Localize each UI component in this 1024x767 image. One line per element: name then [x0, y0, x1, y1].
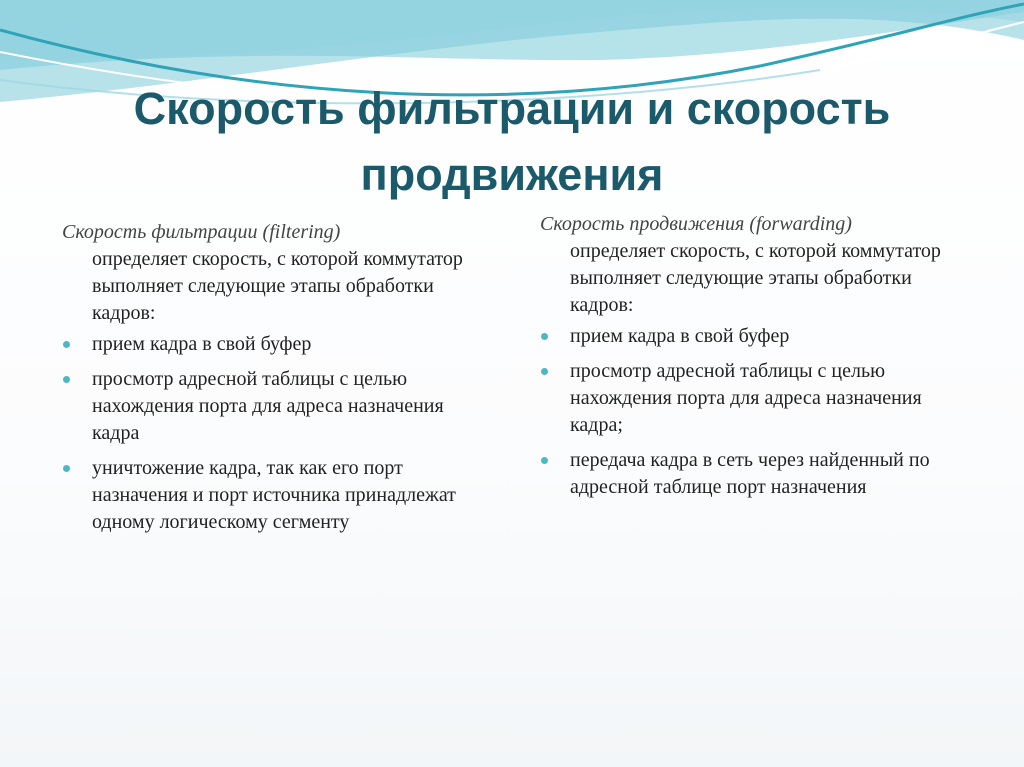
bullet-dot-icon	[63, 465, 70, 472]
slide-title: Скорость фильтрации и скорость продвижения	[133, 83, 891, 200]
list-item	[62, 366, 482, 447]
right-column	[540, 211, 960, 509]
right-bullet-list	[540, 323, 960, 501]
left-bullet-list	[62, 331, 482, 536]
left-intro	[62, 219, 482, 327]
bullet-dot-icon	[63, 376, 70, 383]
left-column	[62, 219, 482, 544]
right-description: определяет скорость, с которой коммутатор выполняет следующие этапы обработки кадров:	[570, 240, 941, 316]
bullet-dot-icon	[541, 457, 548, 464]
list-item-text: уничтожение кадра, так как его порт назначения и порт источника принадлежат одному логическому сегменту	[92, 457, 456, 533]
bullet-dot-icon	[541, 368, 548, 375]
list-item-text: просмотр адресной таблицы с целью нахождения порта для адреса назначения кадра;	[570, 360, 922, 436]
list-item	[540, 447, 960, 501]
list-item	[540, 323, 960, 350]
left-heading: Скорость фильтрации (filtering)	[62, 221, 341, 243]
bullet-dot-icon	[63, 341, 70, 348]
list-item-text: прием кадра в свой буфер	[570, 325, 790, 347]
list-item-text: прием кадра в свой буфер	[92, 333, 312, 355]
list-item	[62, 455, 482, 536]
left-description: определяет скорость, с которой коммутатор выполняет следующие этапы обработки кадров:	[92, 248, 463, 324]
right-intro	[540, 211, 960, 319]
list-item	[540, 358, 960, 439]
bullet-dot-icon	[541, 333, 548, 340]
list-item	[62, 331, 482, 358]
list-item-text: просмотр адресной таблицы с целью нахождения порта для адреса назначения кадра	[92, 368, 444, 444]
right-heading: Скорость продвижения (forwarding)	[540, 213, 852, 235]
list-item-text: передача кадра в сеть через найденный по адресной таблице порт назначения	[570, 449, 930, 498]
